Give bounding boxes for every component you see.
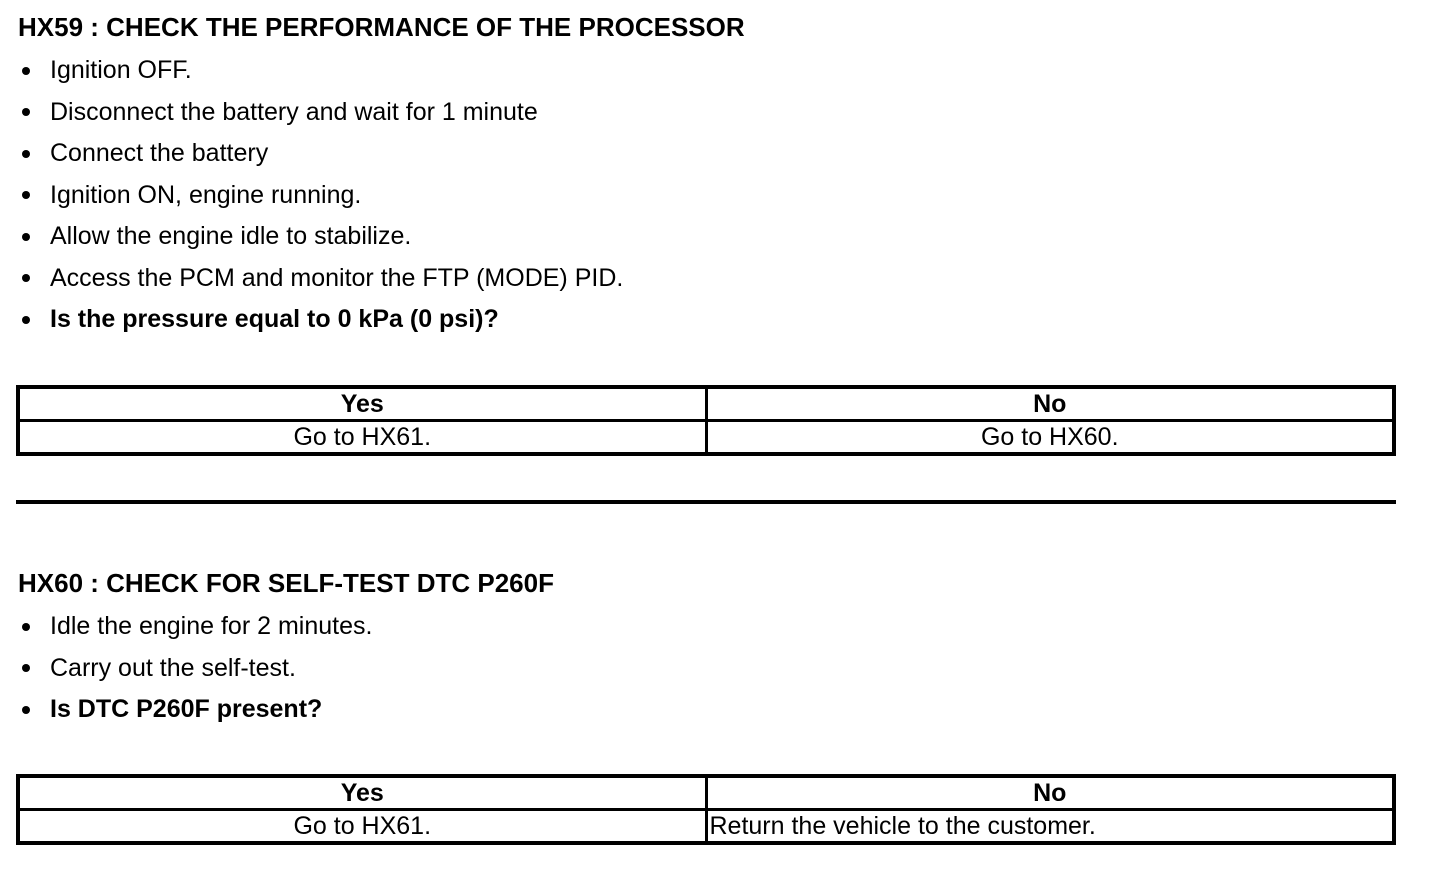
table-header-row bbox=[18, 387, 1394, 421]
step-item bbox=[18, 258, 1396, 300]
question-text: Is DTC P260F present? bbox=[50, 695, 323, 724]
step-text: Ignition ON, engine running. bbox=[50, 180, 362, 209]
step-item bbox=[18, 648, 1396, 690]
table-row bbox=[18, 810, 1394, 844]
decision-table-hx59 bbox=[16, 385, 1396, 456]
bullet-icon bbox=[22, 108, 30, 116]
no-action: Return the vehicle to the customer. bbox=[706, 810, 1394, 844]
question-item bbox=[18, 299, 1396, 341]
no-action: Go to HX60. bbox=[706, 421, 1394, 455]
step-item bbox=[18, 606, 1396, 648]
section-heading: HX60 : CHECK FOR SELF-TEST DTC P260F bbox=[18, 568, 554, 598]
step-text: Allow the engine idle to stabilize. bbox=[50, 222, 412, 251]
yes-action: Go to HX61. bbox=[18, 810, 706, 844]
section-divider bbox=[16, 500, 1396, 504]
question-item bbox=[18, 689, 1396, 731]
step-text: Idle the engine for 2 minutes. bbox=[50, 612, 373, 641]
yes-header: Yes bbox=[18, 387, 706, 421]
section-hx59 bbox=[18, 10, 1396, 341]
bullet-icon bbox=[22, 67, 30, 75]
step-text: Connect the battery bbox=[50, 139, 269, 168]
step-list bbox=[18, 606, 1396, 731]
bullet-icon bbox=[22, 664, 30, 672]
step-text: Disconnect the battery and wait for 1 minute bbox=[50, 97, 538, 126]
step-list bbox=[18, 50, 1396, 341]
bullet-icon bbox=[22, 706, 30, 714]
step-text: Carry out the self-test. bbox=[50, 653, 296, 682]
no-header: No bbox=[706, 387, 1394, 421]
step-item bbox=[18, 133, 1396, 175]
step-item bbox=[18, 92, 1396, 134]
bullet-icon bbox=[22, 274, 30, 282]
table-header-row bbox=[18, 776, 1394, 810]
no-header: No bbox=[706, 776, 1394, 810]
step-item bbox=[18, 216, 1396, 258]
section-hx60 bbox=[18, 566, 1396, 731]
decision-table-hx60 bbox=[16, 774, 1396, 845]
bullet-icon bbox=[22, 150, 30, 158]
yes-header: Yes bbox=[18, 776, 706, 810]
section-heading: HX59 : CHECK THE PERFORMANCE OF THE PROCESSOR bbox=[18, 12, 745, 42]
table-row bbox=[18, 421, 1394, 455]
step-item bbox=[18, 175, 1396, 217]
step-text: Access the PCM and monitor the FTP (MODE) PID. bbox=[50, 263, 624, 292]
bullet-icon bbox=[22, 233, 30, 241]
bullet-icon bbox=[22, 191, 30, 199]
bullet-icon bbox=[22, 316, 30, 324]
question-text: Is the pressure equal to 0 kPa (0 psi)? bbox=[50, 305, 499, 334]
yes-action: Go to HX61. bbox=[18, 421, 706, 455]
step-item bbox=[18, 50, 1396, 92]
step-text: Ignition OFF. bbox=[50, 56, 192, 85]
bullet-icon bbox=[22, 623, 30, 631]
